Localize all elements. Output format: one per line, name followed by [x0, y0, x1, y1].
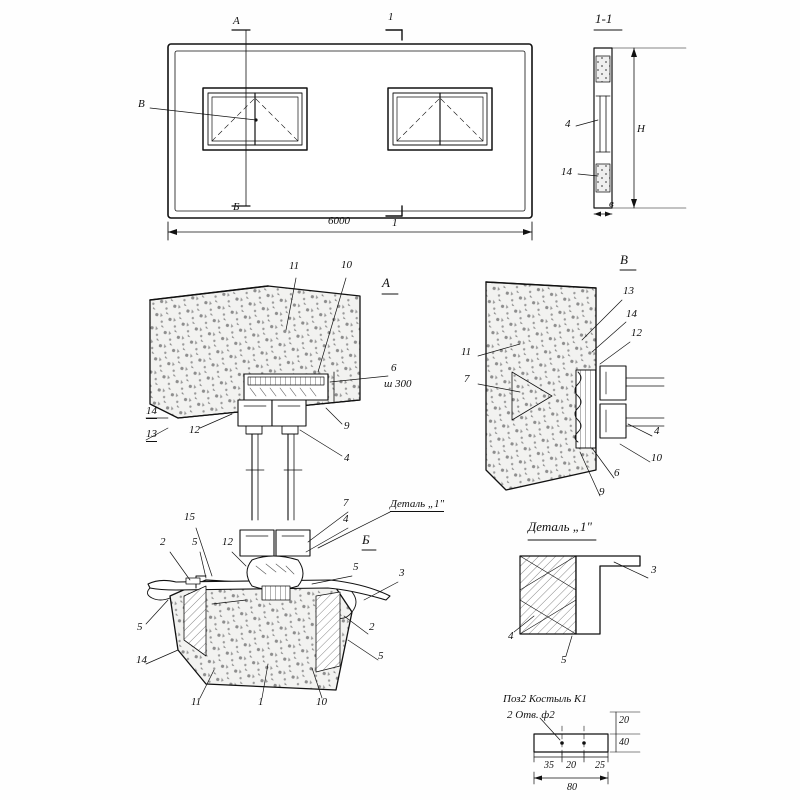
callout-s11-4: 4 [565, 118, 571, 130]
callout-v-12: 12 [631, 327, 642, 339]
callout-v-13: 13 [623, 285, 634, 297]
callout-b-4: 4 [343, 513, 349, 525]
dimension-poz2-80: 80 [567, 782, 577, 793]
title-poz2: Поз2 Костыль К1 [503, 693, 587, 705]
callout-b-10: 10 [316, 696, 327, 708]
title-detail-1: Деталь „1" [528, 519, 592, 534]
callout-s11-14: 14 [561, 166, 572, 178]
title-node-v: В [620, 252, 628, 267]
note-poz2-holes: 2 Отв. ф2 [507, 709, 555, 721]
callout-b-5c: 5 [137, 621, 143, 633]
title-node-a: А [382, 275, 390, 290]
callout-b-15: 15 [184, 511, 195, 523]
callout-v-11: 11 [461, 346, 472, 358]
callout-v-4: 4 [654, 425, 660, 437]
callout-v-10: 10 [651, 452, 662, 464]
callout-section-v: В [138, 98, 145, 110]
dimension-height-h: Н [637, 123, 645, 135]
callout-b-7: 7 [343, 497, 349, 509]
callout-section-b: Б [233, 201, 240, 213]
callout-v-6: 6 [614, 467, 620, 479]
elevation-view [150, 30, 532, 240]
dimension-poz2-35: 35 [544, 760, 554, 771]
node-a-view [146, 275, 398, 520]
callout-a-13: 13 [146, 428, 157, 440]
title-section-1-1: 1-1 [595, 11, 613, 26]
detail-1-view [514, 540, 648, 656]
callout-v-7: 7 [464, 373, 470, 385]
callout-section-a-top: А [233, 15, 240, 27]
dimension-poz2-20: 20 [566, 760, 576, 771]
callout-a-11: 11 [289, 260, 300, 272]
dimension-overall-length: 6000 [328, 215, 350, 227]
dimension-poz2-25: 25 [595, 760, 605, 771]
dimension-poz2-h20: 20 [619, 715, 629, 726]
node-v-view [478, 270, 664, 496]
callout-b-12: 12 [222, 536, 233, 548]
dimension-thickness-v: в [609, 198, 614, 210]
callout-a-width-300: ш 300 [384, 378, 412, 390]
callout-b-2b: 2 [369, 621, 375, 633]
callout-b-11: 11 [191, 696, 202, 708]
callout-d1-5: 5 [561, 654, 567, 666]
dimension-poz2-h40: 40 [619, 737, 629, 748]
node-b-view [146, 512, 398, 698]
callout-a-12: 12 [189, 424, 200, 436]
callout-v-9: 9 [599, 486, 605, 498]
callout-section-1-top: 1 [388, 11, 394, 23]
callout-b-5b: 5 [353, 561, 359, 573]
callout-b-3: 3 [399, 567, 405, 579]
callout-a-9: 9 [344, 420, 350, 432]
callout-v-14: 14 [626, 308, 637, 320]
section-1-1-view [576, 30, 686, 217]
callout-b-1: 1 [258, 696, 264, 708]
callout-a-4: 4 [344, 452, 350, 464]
title-node-b: Б [362, 532, 370, 547]
callout-b-5d: 5 [378, 650, 384, 662]
callout-a-6: 6 [391, 362, 397, 374]
callout-d1-3: 3 [651, 564, 657, 576]
reference-detail-1: Деталь „1" [390, 498, 445, 510]
callout-d1-4: 4 [508, 630, 514, 642]
callout-a-10: 10 [341, 259, 352, 271]
callout-a-14: 14 [146, 405, 157, 417]
callout-b-14: 14 [136, 654, 147, 666]
callout-section-1-bottom: 1 [392, 217, 398, 229]
callout-b-5a: 5 [192, 536, 198, 548]
callout-b-2: 2 [160, 536, 166, 548]
